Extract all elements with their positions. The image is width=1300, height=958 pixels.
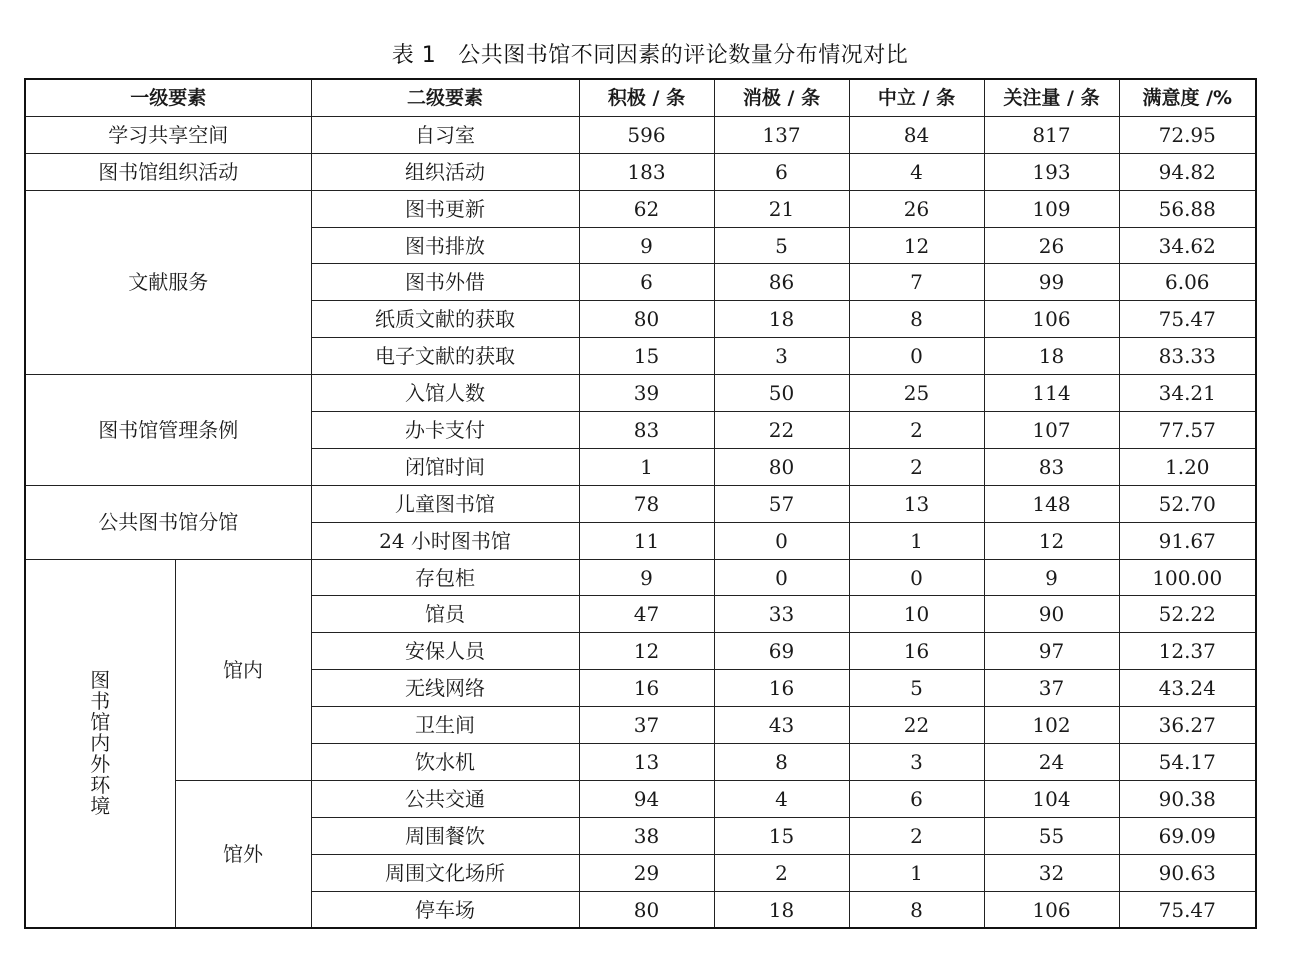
cell-satisfaction: 100.00 xyxy=(1119,559,1256,596)
cell-negative: 0 xyxy=(714,522,849,559)
cell-secondary-factor: 存包柜 xyxy=(311,559,579,596)
table-row xyxy=(25,559,1256,596)
cell-attention: 193 xyxy=(984,153,1119,190)
cell-secondary-factor: 图书外借 xyxy=(311,264,579,301)
cell-attention: 97 xyxy=(984,633,1119,670)
table-row xyxy=(25,375,1256,412)
cell-negative: 0 xyxy=(714,559,849,596)
cell-secondary-factor: 图书更新 xyxy=(311,190,579,227)
cell-positive: 13 xyxy=(579,744,714,781)
table-row xyxy=(25,485,1256,522)
cell-satisfaction: 6.06 xyxy=(1119,264,1256,301)
cell-satisfaction: 91.67 xyxy=(1119,522,1256,559)
cell-attention: 106 xyxy=(984,301,1119,338)
cell-negative: 3 xyxy=(714,338,849,375)
cell-attention: 9 xyxy=(984,559,1119,596)
cell-attention: 109 xyxy=(984,190,1119,227)
column-header: 二级要素 xyxy=(311,79,579,116)
cell-secondary-factor: 停车场 xyxy=(311,891,579,928)
column-header: 满意度 /% xyxy=(1119,79,1256,116)
cell-attention: 106 xyxy=(984,891,1119,928)
cell-satisfaction: 34.62 xyxy=(1119,227,1256,264)
cell-satisfaction: 52.22 xyxy=(1119,596,1256,633)
cell-positive: 80 xyxy=(579,301,714,338)
cell-attention: 148 xyxy=(984,485,1119,522)
cell-neutral: 2 xyxy=(849,412,984,449)
cell-attention: 90 xyxy=(984,596,1119,633)
vertical-label: 图书馆内外环境 xyxy=(90,668,111,819)
table-number: 表 1 xyxy=(391,43,437,68)
cell-satisfaction: 83.33 xyxy=(1119,338,1256,375)
cell-subgroup: 馆内 xyxy=(175,559,311,780)
cell-neutral: 1 xyxy=(849,522,984,559)
cell-neutral: 2 xyxy=(849,817,984,854)
cell-negative: 43 xyxy=(714,707,849,744)
column-header: 消极 / 条 xyxy=(714,79,849,116)
cell-primary-factor: 学习共享空间 xyxy=(25,116,311,153)
cell-neutral: 0 xyxy=(849,338,984,375)
cell-positive: 39 xyxy=(579,375,714,412)
column-header: 一级要素 xyxy=(25,79,311,116)
cell-neutral: 3 xyxy=(849,744,984,781)
cell-secondary-factor: 公共交通 xyxy=(311,780,579,817)
table-title: 公共图书馆不同因素的评论数量分布情况对比 xyxy=(458,43,909,68)
cell-satisfaction: 75.47 xyxy=(1119,891,1256,928)
table-row xyxy=(25,153,1256,190)
cell-primary-factor: 文献服务 xyxy=(25,190,311,374)
cell-secondary-factor: 闭馆时间 xyxy=(311,448,579,485)
cell-satisfaction: 34.21 xyxy=(1119,375,1256,412)
cell-positive: 596 xyxy=(579,116,714,153)
cell-positive: 6 xyxy=(579,264,714,301)
cell-satisfaction: 94.82 xyxy=(1119,153,1256,190)
cell-secondary-factor: 安保人员 xyxy=(311,633,579,670)
cell-secondary-factor: 儿童图书馆 xyxy=(311,485,579,522)
cell-neutral: 12 xyxy=(849,227,984,264)
cell-neutral: 6 xyxy=(849,780,984,817)
cell-subgroup: 馆外 xyxy=(175,780,311,928)
cell-positive: 78 xyxy=(579,485,714,522)
cell-secondary-factor: 图书排放 xyxy=(311,227,579,264)
cell-neutral: 13 xyxy=(849,485,984,522)
cell-satisfaction: 69.09 xyxy=(1119,817,1256,854)
cell-satisfaction: 77.57 xyxy=(1119,412,1256,449)
cell-attention: 37 xyxy=(984,670,1119,707)
cell-satisfaction: 43.24 xyxy=(1119,670,1256,707)
cell-positive: 1 xyxy=(579,448,714,485)
cell-attention: 24 xyxy=(984,744,1119,781)
cell-neutral: 22 xyxy=(849,707,984,744)
cell-negative: 6 xyxy=(714,153,849,190)
cell-attention: 107 xyxy=(984,412,1119,449)
table-caption xyxy=(0,38,1300,69)
cell-secondary-factor: 饮水机 xyxy=(311,744,579,781)
cell-negative: 8 xyxy=(714,744,849,781)
cell-satisfaction: 52.70 xyxy=(1119,485,1256,522)
cell-neutral: 0 xyxy=(849,559,984,596)
column-header: 积极 / 条 xyxy=(579,79,714,116)
cell-secondary-factor: 卫生间 xyxy=(311,707,579,744)
cell-secondary-factor: 入馆人数 xyxy=(311,375,579,412)
cell-attention: 104 xyxy=(984,780,1119,817)
cell-positive: 183 xyxy=(579,153,714,190)
cell-negative: 4 xyxy=(714,780,849,817)
cell-secondary-factor: 馆员 xyxy=(311,596,579,633)
cell-positive: 83 xyxy=(579,412,714,449)
cell-secondary-factor: 电子文献的获取 xyxy=(311,338,579,375)
cell-satisfaction: 12.37 xyxy=(1119,633,1256,670)
cell-satisfaction: 90.38 xyxy=(1119,780,1256,817)
cell-attention: 55 xyxy=(984,817,1119,854)
cell-negative: 137 xyxy=(714,116,849,153)
cell-negative: 18 xyxy=(714,301,849,338)
cell-neutral: 26 xyxy=(849,190,984,227)
column-header: 关注量 / 条 xyxy=(984,79,1119,116)
cell-positive: 47 xyxy=(579,596,714,633)
cell-satisfaction: 56.88 xyxy=(1119,190,1256,227)
cell-neutral: 8 xyxy=(849,891,984,928)
cell-secondary-factor: 周围文化场所 xyxy=(311,854,579,891)
cell-negative: 16 xyxy=(714,670,849,707)
cell-secondary-factor: 办卡支付 xyxy=(311,412,579,449)
cell-secondary-factor: 24 小时图书馆 xyxy=(311,522,579,559)
cell-primary-factor: 公共图书馆分馆 xyxy=(25,485,311,559)
cell-neutral: 10 xyxy=(849,596,984,633)
cell-negative: 50 xyxy=(714,375,849,412)
cell-positive: 9 xyxy=(579,559,714,596)
cell-secondary-factor: 无线网络 xyxy=(311,670,579,707)
cell-satisfaction: 75.47 xyxy=(1119,301,1256,338)
cell-attention: 83 xyxy=(984,448,1119,485)
header-row xyxy=(25,79,1256,116)
cell-negative: 5 xyxy=(714,227,849,264)
cell-primary-factor: 图书馆组织活动 xyxy=(25,153,311,190)
cell-secondary-factor: 纸质文献的获取 xyxy=(311,301,579,338)
cell-neutral: 84 xyxy=(849,116,984,153)
cell-neutral: 4 xyxy=(849,153,984,190)
cell-neutral: 5 xyxy=(849,670,984,707)
table-body xyxy=(25,116,1256,928)
cell-primary-factor-vertical xyxy=(25,559,175,928)
cell-positive: 12 xyxy=(579,633,714,670)
cell-negative: 15 xyxy=(714,817,849,854)
cell-negative: 18 xyxy=(714,891,849,928)
cell-secondary-factor: 周围餐饮 xyxy=(311,817,579,854)
cell-primary-factor: 图书馆管理条例 xyxy=(25,375,311,486)
cell-secondary-factor: 自习室 xyxy=(311,116,579,153)
cell-positive: 94 xyxy=(579,780,714,817)
cell-secondary-factor: 组织活动 xyxy=(311,153,579,190)
cell-neutral: 2 xyxy=(849,448,984,485)
cell-satisfaction: 72.95 xyxy=(1119,116,1256,153)
cell-attention: 114 xyxy=(984,375,1119,412)
cell-satisfaction: 54.17 xyxy=(1119,744,1256,781)
column-header: 中立 / 条 xyxy=(849,79,984,116)
cell-positive: 16 xyxy=(579,670,714,707)
cell-positive: 80 xyxy=(579,891,714,928)
cell-positive: 37 xyxy=(579,707,714,744)
cell-attention: 18 xyxy=(984,338,1119,375)
cell-neutral: 16 xyxy=(849,633,984,670)
cell-attention: 26 xyxy=(984,227,1119,264)
cell-satisfaction: 90.63 xyxy=(1119,854,1256,891)
cell-negative: 57 xyxy=(714,485,849,522)
cell-positive: 11 xyxy=(579,522,714,559)
cell-attention: 817 xyxy=(984,116,1119,153)
cell-neutral: 8 xyxy=(849,301,984,338)
table-row xyxy=(25,190,1256,227)
cell-attention: 102 xyxy=(984,707,1119,744)
cell-attention: 99 xyxy=(984,264,1119,301)
cell-positive: 38 xyxy=(579,817,714,854)
table-row xyxy=(25,780,1256,817)
cell-negative: 33 xyxy=(714,596,849,633)
cell-negative: 69 xyxy=(714,633,849,670)
cell-neutral: 1 xyxy=(849,854,984,891)
cell-negative: 2 xyxy=(714,854,849,891)
comment-distribution-table xyxy=(24,78,1257,929)
cell-positive: 62 xyxy=(579,190,714,227)
cell-negative: 22 xyxy=(714,412,849,449)
cell-positive: 9 xyxy=(579,227,714,264)
cell-neutral: 7 xyxy=(849,264,984,301)
cell-attention: 12 xyxy=(984,522,1119,559)
cell-neutral: 25 xyxy=(849,375,984,412)
cell-satisfaction: 1.20 xyxy=(1119,448,1256,485)
cell-negative: 80 xyxy=(714,448,849,485)
cell-attention: 32 xyxy=(984,854,1119,891)
cell-positive: 29 xyxy=(579,854,714,891)
cell-positive: 15 xyxy=(579,338,714,375)
table-row xyxy=(25,116,1256,153)
cell-satisfaction: 36.27 xyxy=(1119,707,1256,744)
cell-negative: 21 xyxy=(714,190,849,227)
cell-negative: 86 xyxy=(714,264,849,301)
